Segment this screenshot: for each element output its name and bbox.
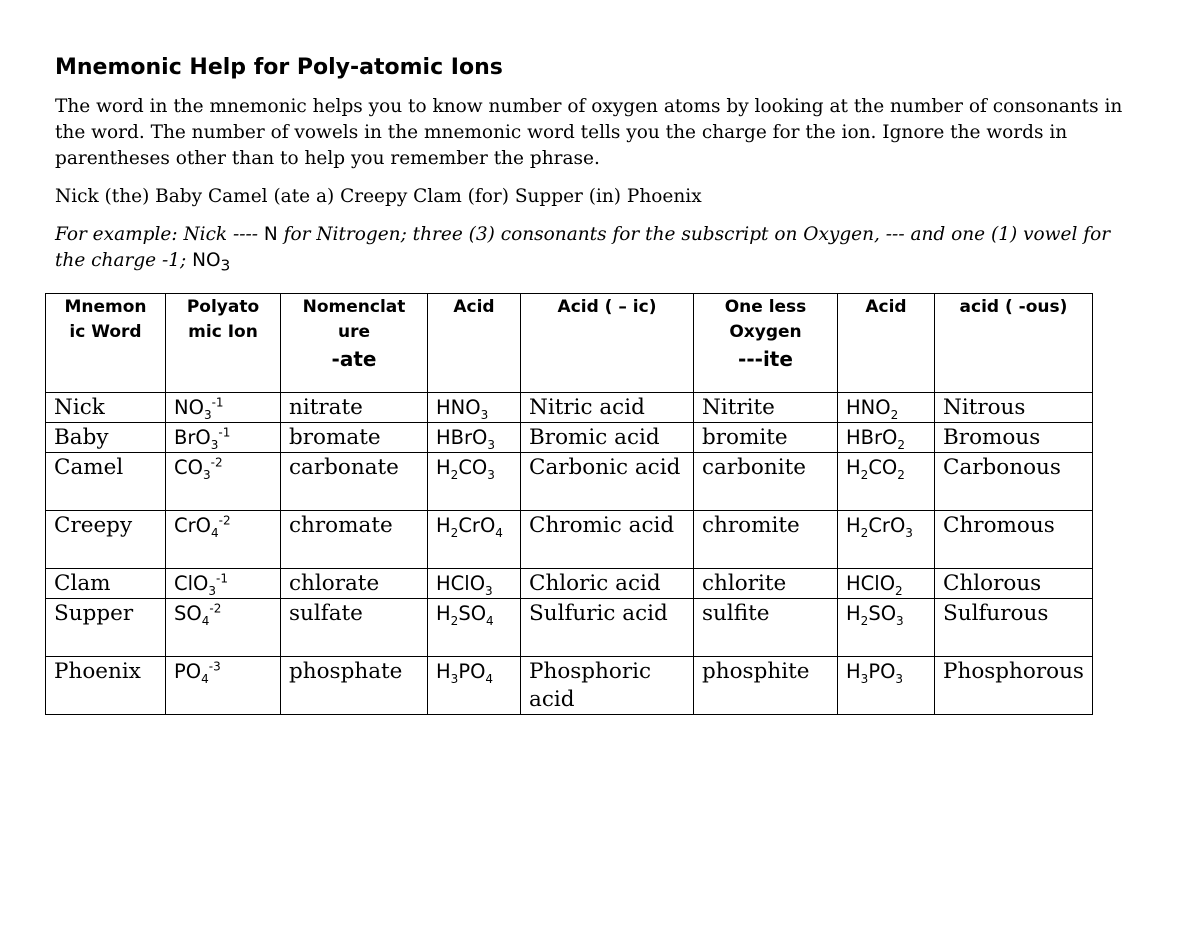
acid-prefix: H <box>436 660 451 683</box>
cell-mnemonic-word: Camel <box>46 453 166 511</box>
header-nomenclature-label: Nomenclat ure <box>302 297 406 342</box>
example-lead: For example: Nick ---- <box>55 224 264 245</box>
cell-ate-name: nitrate <box>281 393 428 423</box>
cell-ous-acid-formula <box>838 393 935 423</box>
acid-prefix-sub: 2 <box>450 467 459 482</box>
ion-base: PO <box>174 660 202 683</box>
table-row <box>46 569 1093 599</box>
cell-ic-acid-formula <box>428 599 521 657</box>
acid-subscript: 3 <box>485 583 493 598</box>
acid-subscript: 4 <box>486 613 494 628</box>
ion-charge: -2 <box>210 455 223 470</box>
cell-ate-name: sulfate <box>281 599 428 657</box>
acid-subscript: 4 <box>485 671 494 686</box>
cell-ic-acid-name: Sulfuric acid <box>521 599 694 657</box>
cell-ic-acid-formula <box>428 453 521 511</box>
cell-ate-name: bromate <box>281 423 428 453</box>
cell-ite-name: chlorite <box>694 569 838 599</box>
acid-subscript: 4 <box>495 525 503 540</box>
example-formula <box>192 250 231 275</box>
header-nomenclature <box>281 294 428 393</box>
cell-mnemonic-word: Creepy <box>46 511 166 569</box>
document-page <box>55 55 1145 291</box>
ous-acid-subscript: 2 <box>895 583 903 598</box>
ion-charge: -1 <box>216 571 228 586</box>
ous-acid-subscript: 2 <box>897 437 906 452</box>
ous-acid-prefix: H <box>846 514 861 537</box>
cell-polyatomic-ion <box>166 599 281 657</box>
ion-subscript: 3 <box>203 407 212 422</box>
ion-subscript: 4 <box>201 671 209 686</box>
cell-polyatomic-ion <box>166 569 281 599</box>
ous-acid-base: HBrO <box>846 426 898 449</box>
table-row <box>46 453 1093 511</box>
ion-subscript: 4 <box>210 525 219 540</box>
cell-mnemonic-word: Nick <box>46 393 166 423</box>
ous-acid-prefix: H <box>846 660 861 683</box>
cell-ic-acid-name: Nitric acid <box>521 393 694 423</box>
ion-base: ClO <box>174 572 209 595</box>
header-acid-ous: acid ( -ous) <box>935 294 1093 393</box>
intro-paragraph: The word in the mnemonic helps you to know number of oxygen atoms by looking at the number of consonants in the word. The number of vowels in the mnemonic word tells you the charge for the ion. Ignore the words in parentheses other than to help you remember the phrase. <box>55 96 1123 169</box>
cell-ic-acid-name: Phosphoric acid <box>521 657 694 715</box>
ous-acid-subscript: 3 <box>896 613 904 628</box>
example-middle: for Nitrogen; three (3) consonants for the subscript on Oxygen, --- and one (1) vowel for the charge -1; <box>55 224 1111 271</box>
acid-prefix-sub: 2 <box>450 525 459 540</box>
cell-ate-name: carbonate <box>281 453 428 511</box>
cell-polyatomic-ion <box>166 423 281 453</box>
cell-ic-acid-formula <box>428 511 521 569</box>
example-formula-base: NO <box>192 250 221 271</box>
cell-ous-acid-formula <box>838 511 935 569</box>
acid-subscript: 3 <box>480 407 489 422</box>
table-row <box>46 393 1093 423</box>
mnemonic-phrase: Nick (the) Baby Camel (ate a) Creepy Clam (for) Supper (in) Phoenix <box>55 186 702 207</box>
example-paragraph <box>55 222 1145 279</box>
header-one-less-oxygen <box>694 294 838 393</box>
ous-acid-subscript: 2 <box>890 407 899 422</box>
table-row <box>46 657 1093 715</box>
acid-prefix-sub: 2 <box>450 613 459 628</box>
header-polyatomic-ion: Polyato mic Ion <box>166 294 281 393</box>
cell-ic-acid-formula <box>428 569 521 599</box>
ous-acid-base: HClO <box>846 572 896 595</box>
cell-polyatomic-ion <box>166 657 281 715</box>
cell-mnemonic-word: Phoenix <box>46 657 166 715</box>
ion-subscript: 3 <box>210 437 219 452</box>
cell-mnemonic-word: Clam <box>46 569 166 599</box>
acid-prefix: H <box>436 514 451 537</box>
page-title: Mnemonic Help for Poly-atomic Ions <box>55 55 503 80</box>
cell-ous-acid-formula <box>838 453 935 511</box>
acid-base: HBrO <box>436 426 488 449</box>
ous-acid-subscript: 2 <box>897 467 905 482</box>
table-row <box>46 599 1093 657</box>
ous-acid-prefix-sub: 2 <box>860 467 869 482</box>
ous-acid-prefix-sub: 2 <box>860 613 869 628</box>
ion-charge: -1 <box>218 425 231 440</box>
cell-ate-name: chlorate <box>281 569 428 599</box>
cell-ic-acid-name: Chloric acid <box>521 569 694 599</box>
cell-ous-acid-name: Carbonous <box>935 453 1093 511</box>
header-acid-2: Acid <box>838 294 935 393</box>
acid-base: HNO <box>436 396 481 419</box>
cell-polyatomic-ion <box>166 511 281 569</box>
header-mnemonic-word: Mnemon ic Word <box>46 294 166 393</box>
acid-subscript: 3 <box>487 437 496 452</box>
ous-acid-prefix-sub: 3 <box>860 671 869 686</box>
ous-acid-prefix: H <box>846 602 861 625</box>
cell-ite-name: sulfite <box>694 599 838 657</box>
cell-ous-acid-name: Nitrous <box>935 393 1093 423</box>
cell-mnemonic-word: Supper <box>46 599 166 657</box>
cell-ite-name: chromite <box>694 511 838 569</box>
acid-base: SO <box>458 602 487 625</box>
ion-charge: -2 <box>209 601 222 616</box>
ion-charge: -1 <box>211 395 224 410</box>
cell-mnemonic-word: Baby <box>46 423 166 453</box>
ion-charge: -3 <box>208 659 221 674</box>
example-formula-sub: 3 <box>220 256 231 275</box>
header-one-less-label: One less Oxygen <box>724 297 807 342</box>
ous-acid-base: CO <box>868 456 898 479</box>
cell-ous-acid-formula <box>838 423 935 453</box>
ous-acid-base: PO <box>868 660 896 683</box>
ion-base: BrO <box>174 426 211 449</box>
acid-base: HClO <box>436 572 486 595</box>
example-n-symbol: N <box>263 224 278 245</box>
ous-acid-subscript: 3 <box>905 525 913 540</box>
acid-prefix-sub: 3 <box>450 671 459 686</box>
ion-base: NO <box>174 396 204 419</box>
cell-ite-name: bromite <box>694 423 838 453</box>
cell-ous-acid-formula <box>838 569 935 599</box>
cell-ic-acid-formula <box>428 393 521 423</box>
cell-ous-acid-name: Chlorous <box>935 569 1093 599</box>
cell-ic-acid-formula <box>428 657 521 715</box>
ous-acid-subscript: 3 <box>895 671 904 686</box>
ion-base: CrO <box>174 514 211 537</box>
cell-ous-acid-name: Sulfurous <box>935 599 1093 657</box>
acid-prefix: H <box>436 456 451 479</box>
acid-prefix: H <box>436 602 451 625</box>
table-body <box>46 393 1093 715</box>
ion-subscript: 4 <box>201 613 210 628</box>
cell-ic-acid-name: Bromic acid <box>521 423 694 453</box>
ous-acid-base: CrO <box>868 514 906 537</box>
cell-ic-acid-name: Chromic acid <box>521 511 694 569</box>
cell-ous-acid-formula <box>838 657 935 715</box>
header-acid-ic: Acid ( – ic) <box>521 294 694 393</box>
table-header-row <box>46 294 1093 393</box>
ous-acid-prefix: H <box>846 456 861 479</box>
ion-subscript: 3 <box>202 467 211 482</box>
ion-charge: -2 <box>218 513 231 528</box>
table-row <box>46 423 1093 453</box>
ous-acid-prefix-sub: 2 <box>860 525 869 540</box>
header-one-less-suffix: ---ite <box>738 347 793 371</box>
cell-ite-name: carbonite <box>694 453 838 511</box>
header-nomenclature-suffix: -ate <box>331 347 377 371</box>
polyatomic-ion-table <box>45 293 1093 715</box>
cell-ate-name: chromate <box>281 511 428 569</box>
cell-ous-acid-name: Phosphorous <box>935 657 1093 715</box>
ion-subscript: 3 <box>208 583 217 598</box>
acid-base: CrO <box>458 514 496 537</box>
cell-ite-name: phosphite <box>694 657 838 715</box>
ous-acid-base: SO <box>868 602 897 625</box>
cell-polyatomic-ion <box>166 393 281 423</box>
acid-subscript: 3 <box>487 467 495 482</box>
cell-ous-acid-formula <box>838 599 935 657</box>
ion-base: SO <box>174 602 202 625</box>
cell-ous-acid-name: Chromous <box>935 511 1093 569</box>
ous-acid-base: HNO <box>846 396 891 419</box>
acid-base: CO <box>458 456 488 479</box>
cell-ite-name: Nitrite <box>694 393 838 423</box>
cell-ic-acid-formula <box>428 423 521 453</box>
cell-ic-acid-name: Carbonic acid <box>521 453 694 511</box>
table-row <box>46 511 1093 569</box>
header-acid: Acid <box>428 294 521 393</box>
cell-ate-name: phosphate <box>281 657 428 715</box>
ion-base: CO <box>174 456 203 479</box>
acid-base: PO <box>458 660 486 683</box>
cell-ous-acid-name: Bromous <box>935 423 1093 453</box>
cell-polyatomic-ion <box>166 453 281 511</box>
